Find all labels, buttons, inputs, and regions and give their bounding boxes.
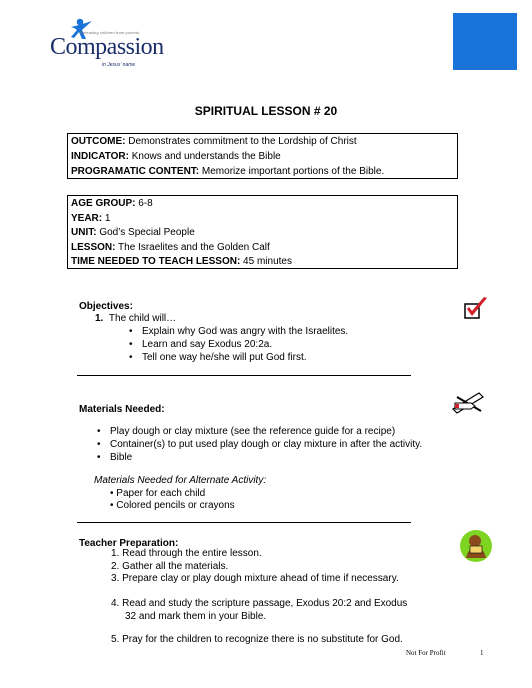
lesson-info-box bbox=[67, 195, 458, 269]
year-value: 1 bbox=[102, 212, 111, 224]
prep-step: 2. Gather all the materials. bbox=[111, 561, 229, 572]
prep-heading: Teacher Preparation: bbox=[79, 538, 179, 549]
objective-text: The child will… bbox=[108, 313, 177, 324]
outcome-row bbox=[68, 134, 457, 149]
time-label: TIME NEEDED TO TEACH LESSON: bbox=[71, 256, 241, 268]
material-bullet: • Play dough or clay mixture (see the reference guide for a recipe) bbox=[110, 425, 395, 438]
alt-material-item: • Paper for each child bbox=[110, 488, 206, 499]
indicator-label: INDICATOR: bbox=[71, 151, 129, 162]
checkbox-check-icon bbox=[462, 296, 490, 322]
outcome-value: Demonstrates commitment to the Lordship of Christ bbox=[125, 136, 357, 147]
age-value: 6-8 bbox=[135, 198, 153, 209]
logo-subtitle: in Jesus' name bbox=[102, 62, 136, 68]
objective-item bbox=[95, 312, 176, 325]
lesson-value: The Israelites and the Golden Calf bbox=[115, 241, 270, 253]
unit-label: UNIT: bbox=[71, 227, 97, 239]
objective-bullet: • Learn and say Exodus 20:2a. bbox=[142, 338, 272, 351]
content-value: Memorize important portions of the Bible. bbox=[199, 166, 385, 177]
alt-material-item: • Colored pencils or crayons bbox=[110, 500, 235, 511]
material-bullet: • Bible bbox=[110, 451, 132, 464]
age-label: AGE GROUP: bbox=[71, 198, 136, 209]
divider bbox=[77, 375, 411, 376]
prep-step-continued: 32 and mark them in your Bible. bbox=[125, 611, 267, 622]
lesson-label: LESSON: bbox=[71, 241, 116, 253]
teacher-icon bbox=[458, 528, 494, 564]
time-value: 45 minutes bbox=[240, 256, 292, 268]
year-label: YEAR: bbox=[71, 212, 103, 224]
indicator-row bbox=[68, 149, 457, 164]
page-number: 1 bbox=[480, 649, 484, 657]
prep-step: 3. Prepare clay or play dough mixture ahead of time if necessary. bbox=[111, 573, 399, 584]
outcome-box bbox=[67, 133, 458, 179]
prep-step: 1. Read through the entire lesson. bbox=[111, 548, 262, 559]
prep-step: 5. Pray for the children to recognize there is no substitute for God. bbox=[111, 634, 403, 645]
logo-wordmark: Compassion bbox=[50, 34, 164, 60]
objective-bullet: • Explain why God was angry with the Israelites. bbox=[142, 325, 348, 338]
alt-materials-heading: Materials Needed for Alternate Activity: bbox=[94, 475, 267, 486]
age-row bbox=[68, 197, 457, 212]
pencil-ruler-icon bbox=[451, 389, 487, 415]
prep-step: 4. Read and study the scripture passage, Exodus 20:2 and Exodus bbox=[111, 598, 408, 609]
materials-heading: Materials Needed: bbox=[79, 404, 165, 415]
brand-color-block bbox=[453, 13, 517, 70]
page-title: SPIRITUAL LESSON # 20 bbox=[194, 104, 338, 118]
unit-value: God’s Special People bbox=[96, 227, 195, 239]
compassion-logo bbox=[50, 18, 170, 68]
material-bullet: • Container(s) to put used play dough or clay mixture in after the activity. bbox=[110, 438, 422, 451]
time-row bbox=[68, 255, 457, 270]
year-row bbox=[68, 212, 457, 227]
content-label: PROGRAMATIC CONTENT: bbox=[71, 166, 200, 177]
indicator-value: Knows and understands the Bible bbox=[128, 151, 281, 162]
unit-row bbox=[68, 226, 457, 241]
objective-number: 1. bbox=[95, 313, 104, 324]
logo-tagline: Releasing children from poverty bbox=[80, 30, 140, 35]
footer-text: Not For Profit bbox=[406, 649, 446, 657]
lesson-row bbox=[68, 241, 457, 256]
objectives-heading: Objectives: bbox=[79, 301, 133, 312]
objective-bullet: • Tell one way he/she will put God first. bbox=[142, 351, 307, 364]
content-row bbox=[68, 164, 457, 179]
outcome-label: OUTCOME: bbox=[71, 136, 126, 147]
divider bbox=[77, 522, 411, 523]
